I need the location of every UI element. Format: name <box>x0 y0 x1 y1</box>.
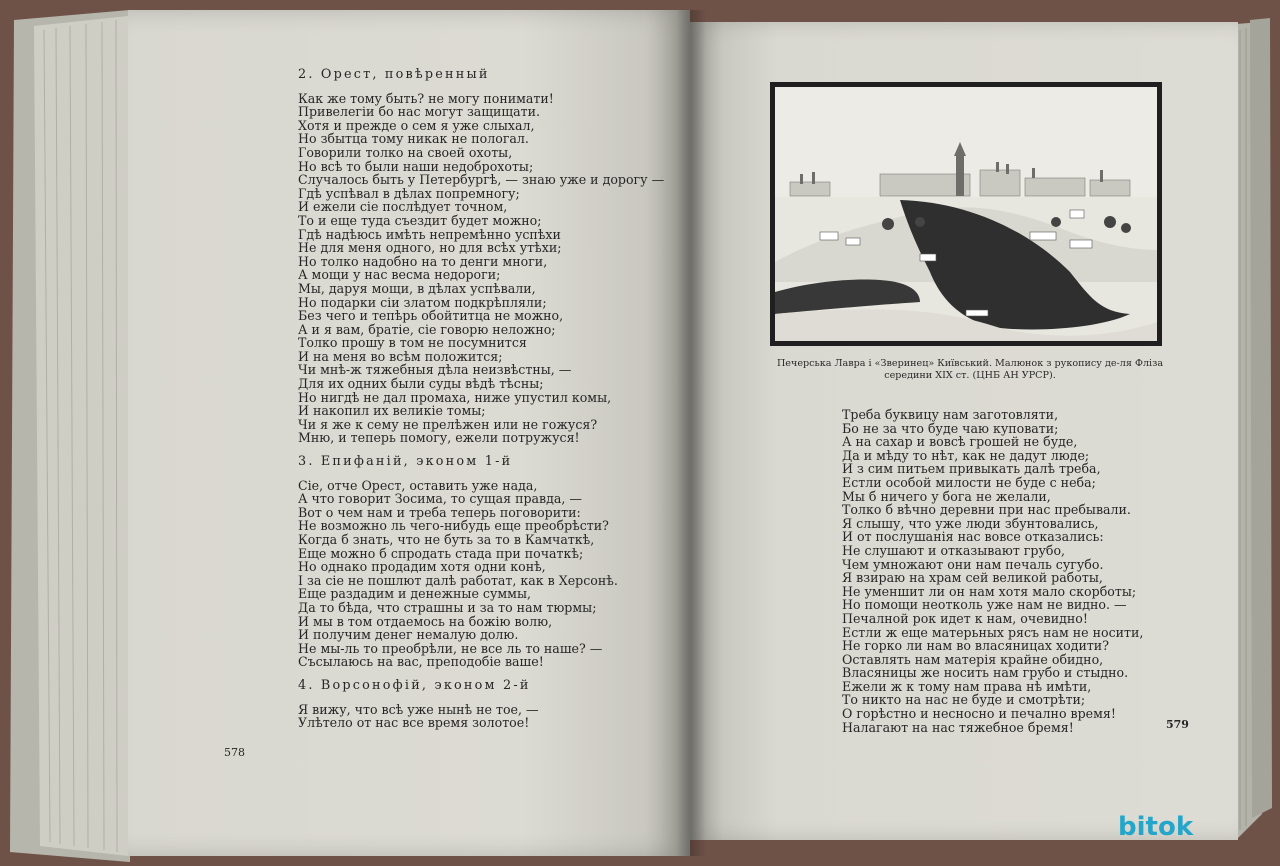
verse-line: О горѣстно и несносно и печално время! <box>842 706 1116 722</box>
verse-line: Но збытца тому никак не пологал. <box>298 131 529 147</box>
verse-line: И накопил их великіе томы; <box>298 403 486 419</box>
verse-line: А на сахар и вовсѣ грошей не буде, <box>842 434 1078 450</box>
verse-line: И мы в том отдаемось на божію волю, <box>298 613 553 629</box>
section-heading-vorsonofiy: 4. Ворсонофій, эконом 2-й <box>298 677 531 693</box>
section-orest-lines <box>298 92 664 445</box>
left-page-edges <box>34 16 128 856</box>
verse-line: Когда б знать, что не буть за то в Камчаткѣ, <box>298 532 595 547</box>
verse-line: Съсылаюсь на вас, преподобіе ваше! <box>298 654 544 670</box>
verse-line: Как же тому быть? не могу понимати! <box>298 90 554 106</box>
verse-line: Да и мѣду то нѣт, как не дадут люде; <box>842 447 1090 463</box>
verse-line: Гдѣ надѣюсь имѣть непремѣнно успѣхи <box>298 226 561 242</box>
verse-line: Привелегіи бо нас могут защищати. <box>298 104 540 120</box>
verse-line: Улѣтело от нас все время золотое! <box>298 715 530 731</box>
verse-line: Я вижу, что всѣ уже нынѣ не тое, — <box>298 701 539 717</box>
verse-line: И получим денег немалую долю. <box>298 627 519 643</box>
verse-line: Налагают на нас тяжебное бремя! <box>842 719 1074 735</box>
section-vorsonofiy-lines <box>298 703 664 730</box>
verse-line: Я взираю на храм сей великой работы, <box>842 570 1103 586</box>
verse-line: А мощи у нас весма недороги; <box>298 267 501 283</box>
verse-line: Оставлять нам матерія крайне обидно, <box>842 651 1104 667</box>
verse-line: Без чего и тепѣрь обойтитца не можно, <box>298 308 564 324</box>
verse-line: Мы б ничего у бога не желали, <box>842 488 1051 504</box>
verse-line: Но помощи неотколь уже нам не видно. — <box>842 597 1127 613</box>
verse-line: Печалной рок идет к нам, очевидно! <box>842 610 1088 626</box>
verse-line: Еще можно б спродать стада при початкѣ; <box>298 545 584 561</box>
left-page <box>128 10 690 856</box>
verse-line: Не слушают и отказывают грубо, <box>842 542 1066 558</box>
verse-line: Но всѣ то были наши недоброхоты; <box>298 158 534 174</box>
right-cover-board <box>1250 18 1272 818</box>
verse-line: Еще раздадим и денежные суммы, <box>298 586 531 602</box>
verse-line: То и еще туда съездит будет можно; <box>298 212 542 228</box>
section-heading-epifaniy: 3. Епифаній, эконом 1-й <box>298 454 513 470</box>
page-number-right: 579 <box>1166 718 1189 731</box>
verse-line: А что говорит Зосима, то сущая правда, — <box>298 491 582 507</box>
verse-line: Чи мнѣ-ж тяжебныя дѣла неизвѣстны, — <box>298 362 572 378</box>
verse-line: Естли ж еще матерьных рясъ нам не носити, <box>842 624 1144 640</box>
verse-line: Не горко ли нам во власяницах ходити? <box>842 638 1109 654</box>
verse-line: Толко б вѣчно деревни при нас пребывали. <box>842 502 1131 518</box>
section-heading-orest: 2. Орест, повѣренный <box>298 67 490 82</box>
right-page <box>690 22 1238 840</box>
lavra-illustration <box>770 82 1162 346</box>
verse-line: Но толко надобно на то денги многи, <box>298 253 548 269</box>
section-epifaniy-lines <box>298 479 664 669</box>
verse-line: Мы, даруя мощи, в дѣлах успѣвали, <box>298 280 536 296</box>
verse-line: А и я вам, братіе, сіе говорю неложно; <box>298 321 556 337</box>
verse-line: Да то бѣда, что страшны и за то нам тюрмы; <box>298 599 597 615</box>
verse-line: Не возможно ль чего-нибудь еще преобрѣсти? <box>298 518 609 534</box>
verse-line: Не мы-ль то преобрѣли, не все ль то наше? — <box>298 640 603 656</box>
verse-line: Но нигдѣ не дал промаха, ниже упустил комы, <box>298 389 612 405</box>
verse-line: Но однако продадим хотя одни конѣ, <box>298 559 546 575</box>
poem-lines <box>842 408 1143 734</box>
watermark-logo <box>1118 812 1268 856</box>
verse-line: І за сіе не пошлют далѣ работат, как в Херсонѣ. <box>298 572 618 588</box>
verse-line: Для их одних были суды вѣдѣ тѣсны; <box>298 376 544 392</box>
verse-line: Хотя и прежде о сем я уже слыхал, <box>298 117 535 133</box>
verse-line: Чем умножают они нам печаль сугубо. <box>842 556 1104 572</box>
gutter-shadow <box>676 10 706 856</box>
right-text-column <box>842 408 1143 734</box>
verse-line: Бо не за что буде чаю куповати; <box>842 420 1059 436</box>
verse-line: Но подарки сіи златом подкрѣпляли; <box>298 294 547 310</box>
verse-line: Говорили толко на своей охоты, <box>298 144 513 160</box>
verse-line: И з сим питьем привыкать далѣ треба, <box>842 461 1101 477</box>
verse-line: Не уменшит ли он нам хотя мало скорботы; <box>842 583 1137 599</box>
verse-line: Сіе, отче Орест, оставить уже нада, <box>298 477 538 493</box>
illustration-caption <box>770 358 1170 382</box>
verse-line: Чи я же к сему не прелѣжен или не гожуся? <box>298 416 598 432</box>
caption-line-1: Печерська Лавра і «Зверинец» Київський. Малюнок з рукопису де-ля Фліза <box>776 358 1164 369</box>
watermark-text: bitok <box>1118 812 1194 842</box>
verse-line: И от послушанія нас вовсе отказались: <box>842 529 1104 545</box>
verse-line: Гдѣ успѣвал в дѣлах попремногу; <box>298 185 520 201</box>
verse-line: Не для меня одного, но для всѣх утѣхи; <box>298 240 562 256</box>
page-number-left: 578 <box>224 746 245 759</box>
verse-line: Треба буквицу нам заготовляти, <box>842 407 1059 422</box>
verse-line: Власяницы же носить нам грубо и стыдно. <box>842 665 1129 681</box>
caption-line-2: середини XIX ст. (ЦНБ АН УРСР). <box>884 370 1056 381</box>
left-text-column <box>298 68 664 730</box>
verse-line: Я слышу, что уже люди збунтовались, <box>842 515 1099 531</box>
verse-line: И на меня во всѣм положится; <box>298 348 503 364</box>
verse-line: И ежели сіе послѣдует точном, <box>298 199 508 215</box>
verse-line: Мню, и теперь помогу, ежели потружуся! <box>298 430 580 446</box>
verse-line: Естли особой милости не буде с неба; <box>842 474 1096 490</box>
verse-line: Ежели ж к тому нам права нѣ имѣти, <box>842 678 1092 694</box>
verse-line: Вот о чем нам и треба теперь поговорити: <box>298 504 581 520</box>
verse-line: Толко прошу в том не посумнится <box>298 335 527 351</box>
verse-line: То никто на нас не буде и смотрѣти; <box>842 692 1086 708</box>
verse-line: Случалось быть у Петербургѣ, — знаю уже и дорогу — <box>298 172 665 188</box>
